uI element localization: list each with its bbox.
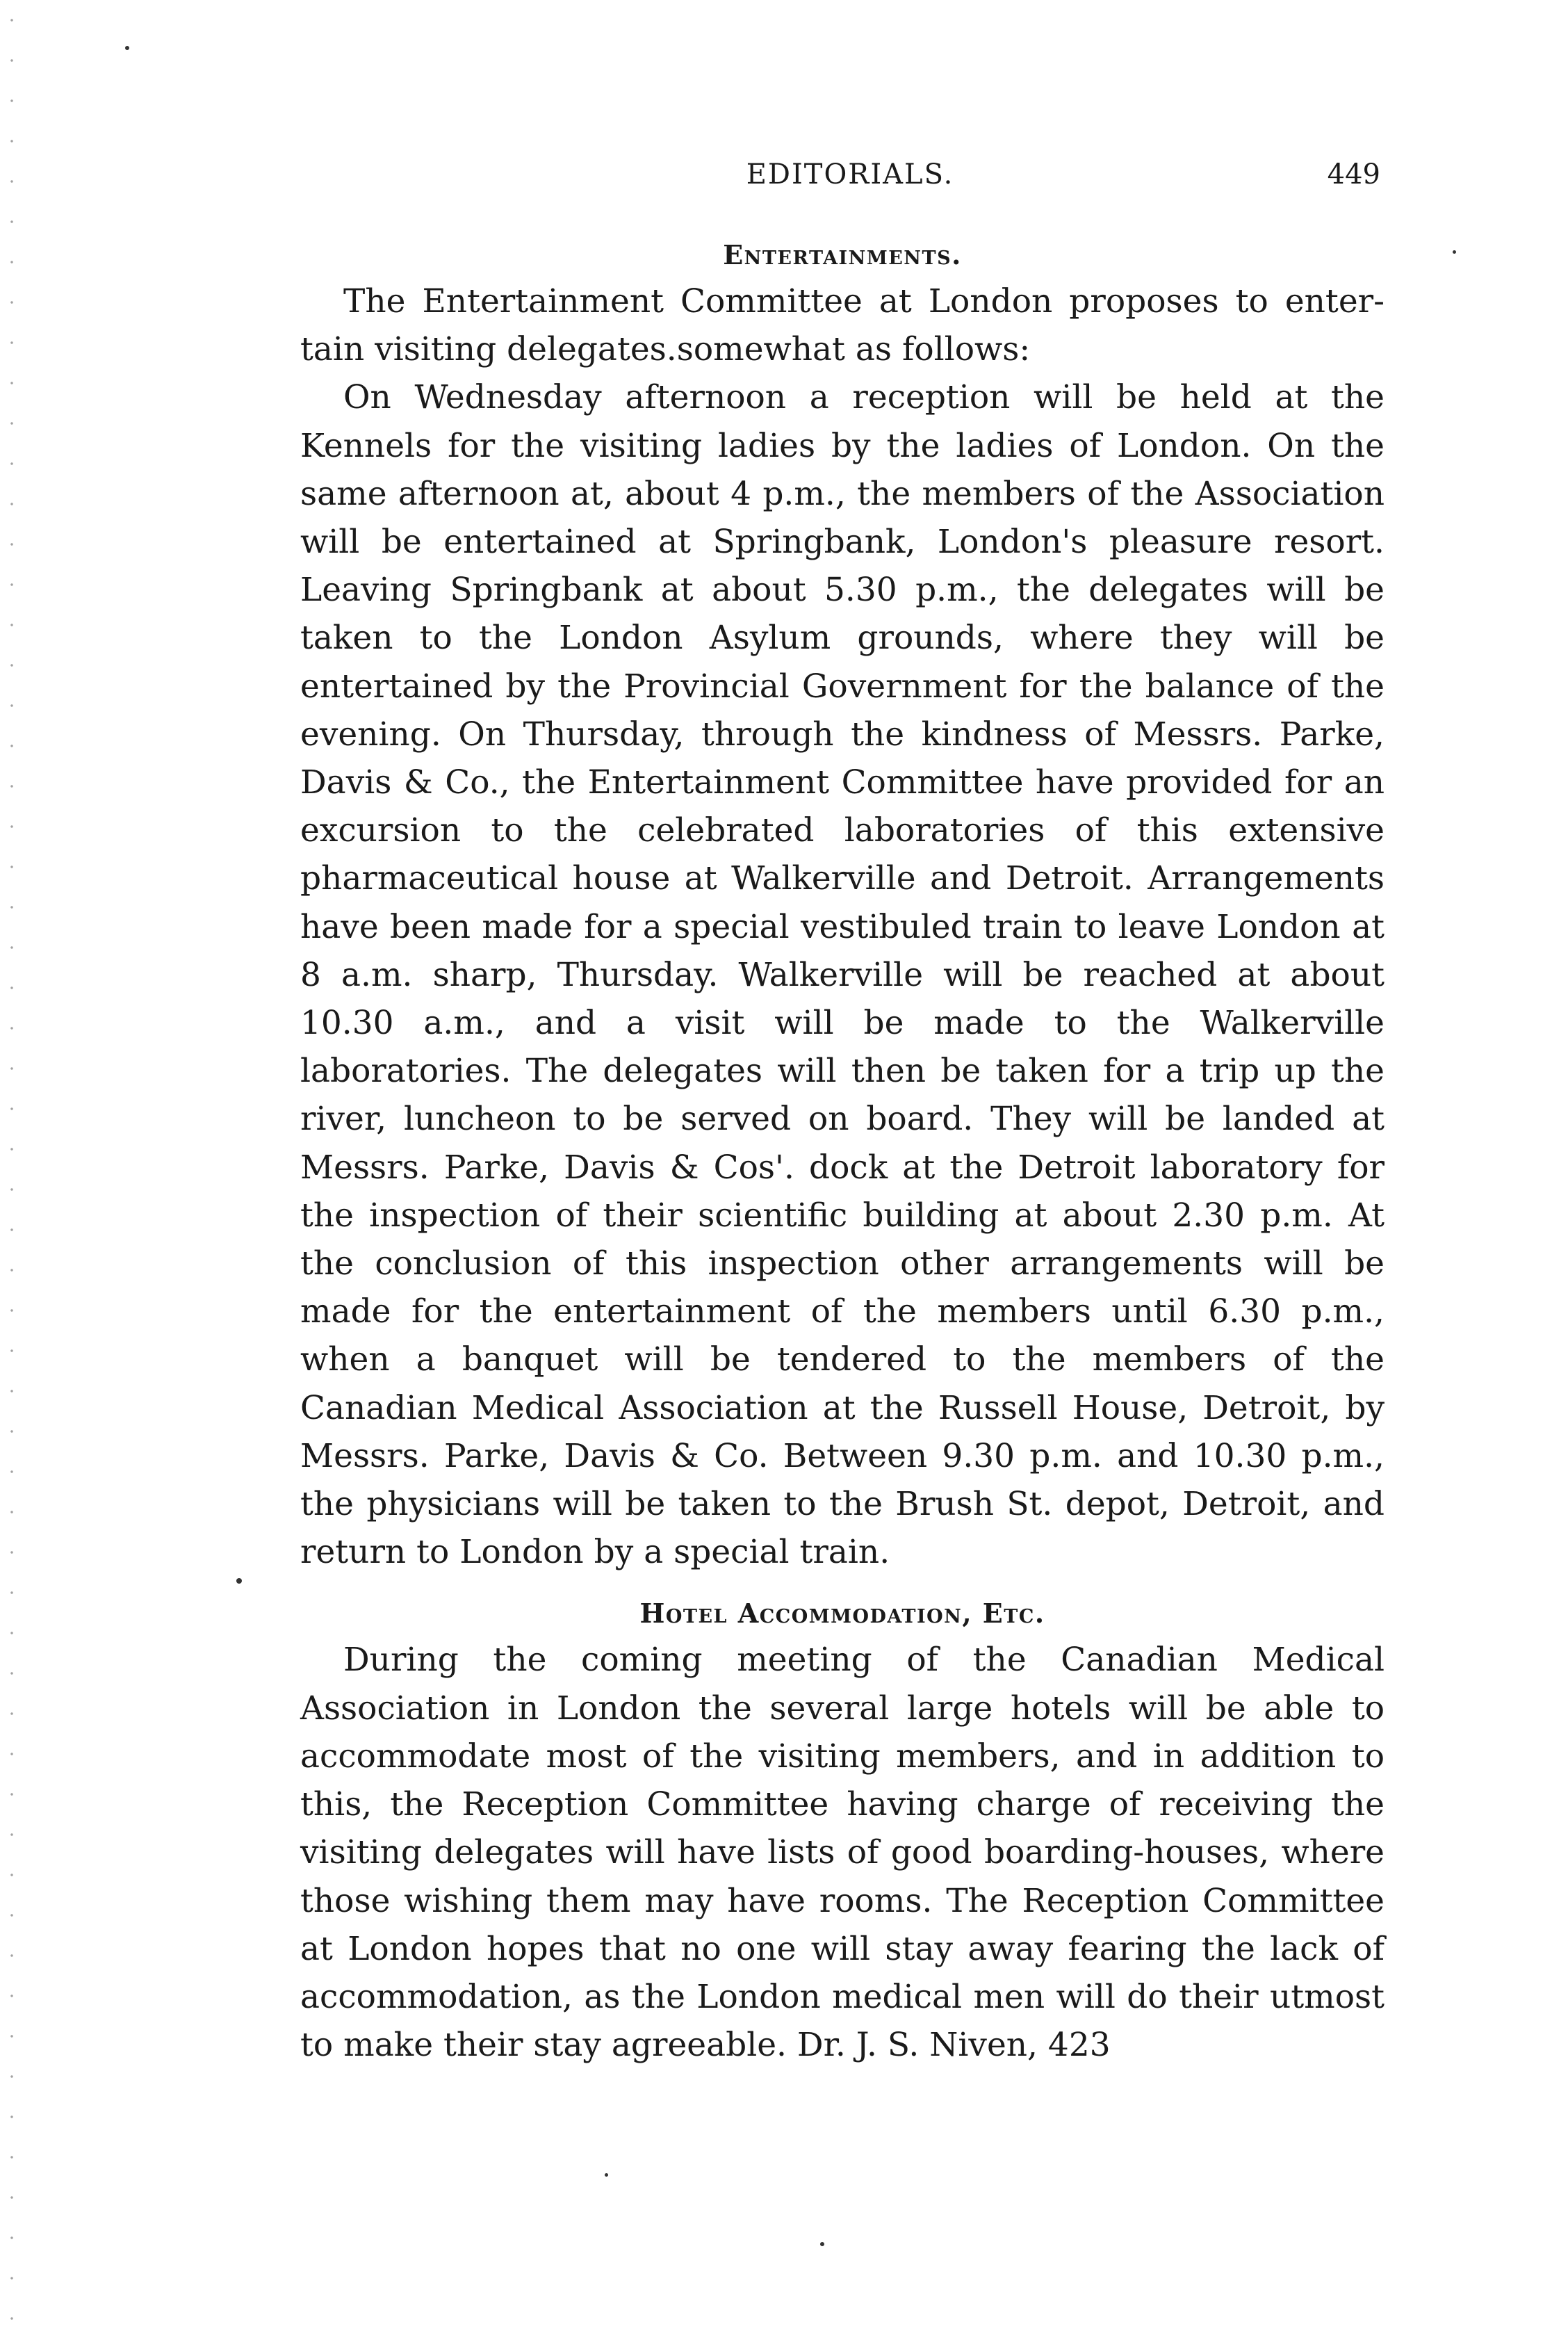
paragraph-hotel-accommodation: During the coming meeting of the Canadian Medical Association in London the several large hotels will be able to accommodate most of the visiting members, and in addition to this, the Reception Committee having charge of receiving the visiting delegates will have lists of good boarding-houses, where those wishing them may have rooms. The Reception Committee at London hopes that no one will stay away fearing the lack of accommodation, as the London medical men will do their utmost to make their stay agreeable. Dr. J. S. Niven, 423 xyxy=(300,1641,1385,2065)
paragraph-entertainment-schedule: On Wednesday afternoon a reception will be held at the Kennels for the visiting ladies by the ladies of London. On the same afternoon at, about 4 p.m., the members of the Association will be entertained at Springbank, London's pleasure resort. Leaving Springbank at about 5.30 p.m., the delegates will be taken to the London Asylum grounds, where they will be entertained by the Provincial Government for the balance of the evening. On Thursday, through the kindness of Messrs. Parke, Davis & Co., the Entertainment Committee have provided for an excursion to the celebrated laboratories of this extensive pharmaceutical house at Walkerville and Detroit. Arrangements have been made for a special vestibuled train to leave London at 8 a.m. sharp, Thursday. Walkerville will be reached at about 10.30 a.m., and a visit will be made to the Walkerville laboratories. The delegates will then be taken for a trip up the river, luncheon to be served on board. They will be landed at Messrs. Parke, Davis & Cos'. dock at the Detroit laboratory for the inspection of their scientific building at about 2.30 p.m. At the conclusion of this inspection other arrangements will be made for the entertainment of the members until 6.30 p.m., when a banquet will be tendered to the members of the Canadian Medical Association at the Russell House, Detroit, by Messrs. Parke, Davis & Co. Between 9.30 p.m. and 10.30 p.m., the physicians will be taken to the Brush St. depot, Detroit, and return to London by a special train. xyxy=(300,378,1385,1572)
scan-gutter-specks xyxy=(6,0,33,2331)
body-text xyxy=(300,233,1385,2069)
section-heading-entertainments: Entertainments. xyxy=(723,239,962,270)
scan-speck xyxy=(125,46,129,50)
page-number: 449 xyxy=(1327,159,1380,190)
section-heading-hotel-accommodation: Hotel Accommodation, Etc. xyxy=(639,1598,1045,1630)
scan-speck xyxy=(820,2242,824,2246)
running-title: EDITORIALS. xyxy=(746,159,954,190)
scan-speck xyxy=(236,1578,242,1584)
scan-speck xyxy=(1453,250,1456,254)
section-spacer xyxy=(300,1576,1385,1591)
scan-speck xyxy=(605,2173,608,2177)
paragraph-entertainment-intro: The Entertainment Committee at London proposes to entertain visiting delegates.somewhat as follows: xyxy=(300,282,1385,369)
running-head xyxy=(299,159,1401,197)
